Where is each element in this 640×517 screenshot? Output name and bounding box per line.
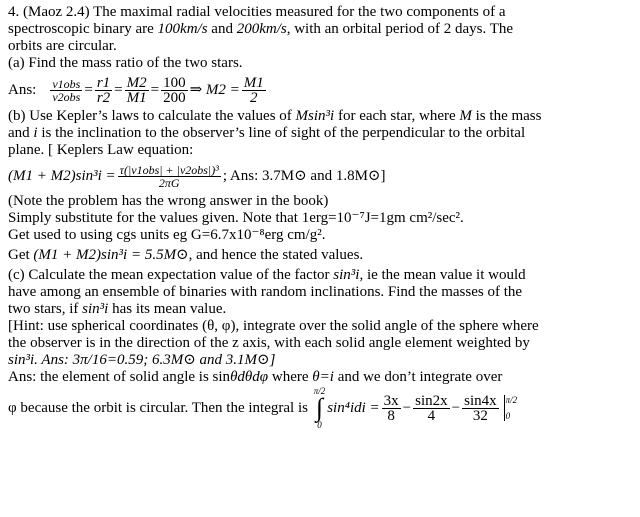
- evaluation-bar: π/2 0: [505, 395, 518, 421]
- velocity-2: 200km/s: [236, 21, 287, 37]
- kepler-answer: ; Ans: 3.7M⊙ and 1.8M⊙]: [222, 167, 386, 184]
- part-b-line-1: (b) Use Kepler’s laws to calculate the values of Msin³i for each star, where M is the mass: [8, 108, 542, 124]
- hint-line-3: sin³i. Ans: 3π/16=0.59; 6.3M⊙ and 3.1M⊙]: [8, 352, 276, 368]
- term-1: $\frac{3x}{8}$: [383, 392, 399, 424]
- kepler-equation: [8, 159, 634, 193]
- part-c-line-1: (c) Calculate the mean expectation value of the factor sin³i, ie the mean value it would: [8, 267, 526, 283]
- fraction-mass: $\frac{M2}{M1}$: [126, 74, 147, 106]
- term-2: $\frac{\sin 2x}{4}$: [415, 392, 448, 424]
- kepler-fraction: $\frac{\text{τ(|v1obs| + |v2obs|)³}}{2\pi G}$: [119, 162, 219, 190]
- intro-line-3: orbits are circular.: [8, 38, 117, 54]
- integral-line: φ because the orbit is circular. Then the integral is π/2 ∫ 0 sin⁴idi = $\frac{3x}{8}$ − $\frac{\sin 2x}{4}$ − $\frac{\sin 4x}{32}$ π/2 0: [8, 386, 518, 430]
- implies-arrow: ⇒: [189, 81, 203, 98]
- note-line-4: Get (M1 + M2)sin³i = 5.5M⊙, and hence the stated values.: [8, 247, 364, 263]
- ans-label: Ans:: [8, 81, 37, 98]
- velocity-1: 100km/s: [157, 21, 208, 37]
- part-b-line-3: plane. [ Keplers Law equation:: [8, 142, 194, 158]
- part-a-equation: Ans: $\frac{\text{v1obs}}{\text{v2obs}}$ = $\frac{r1}{r2}$ = $\frac{M2}{M1}$ = $\frac{100}{200}$ ⇒ M2 = $\frac{M1}{2}$: [8, 74, 264, 106]
- part-c-line-2: have among an ensemble of binaries with random inclinations. Find the masses of the: [8, 284, 523, 300]
- integrand: sin⁴idi =: [327, 399, 380, 416]
- hint-line-1: [Hint: use spherical coordinates (θ, φ), integrate over the solid angle of the sphere where: [8, 318, 539, 334]
- term-3: $\frac{\sin 4x}{32}$: [464, 392, 497, 424]
- fraction-radius: $\frac{r1}{r2}$: [96, 74, 111, 106]
- integral-sign: π/2 ∫ 0: [313, 386, 326, 430]
- part-a-question: (a) Find the mass ratio of the two stars.: [8, 55, 243, 71]
- m2-lhs: M2 =: [205, 81, 240, 98]
- answer-line-1: Ans: the element of solid angle is sinθdθdφ where θ=i and we don’t integrate over: [8, 369, 503, 385]
- note-line-3: Get used to using cgs units eg G=6.7x10⁻⁸erg cm/g².: [8, 227, 326, 243]
- fraction-velocity: $\frac{\text{v1obs}}{\text{v2obs}}$: [52, 76, 81, 104]
- note-line-1: (Note the problem has the wrong answer in the book): [8, 193, 329, 209]
- kepler-lhs: (M1 + M2)sin³i =: [8, 167, 116, 184]
- intro-line-2: spectroscopic binary are 100km/s and 200km/s, with an orbital period of 2 days. The: [8, 21, 514, 37]
- part-b-line-2: and i is the inclination to the observer’s line of sight of the perpendicular to the orbital: [8, 125, 526, 141]
- intro-line-1: 4. (Maoz 2.4) The maximal radial velocities measured for the two components of a: [8, 4, 506, 20]
- hint-line-2: the observer is in the direction of the z axis, with each solid angle element weighted by: [8, 335, 530, 351]
- note-line-2: Simply substitute for the values given. Note that 1erg=10⁻⁷J=1gm cm²/sec².: [8, 210, 464, 226]
- fraction-numeric: $\frac{100}{200}$: [163, 74, 186, 106]
- fraction-result: $\frac{M1}{2}$: [243, 74, 264, 106]
- part-c-line-3: two stars, if sin³i has its mean value.: [8, 301, 227, 317]
- answer-line-2: φ because the orbit is circular. Then the integral is: [8, 399, 308, 416]
